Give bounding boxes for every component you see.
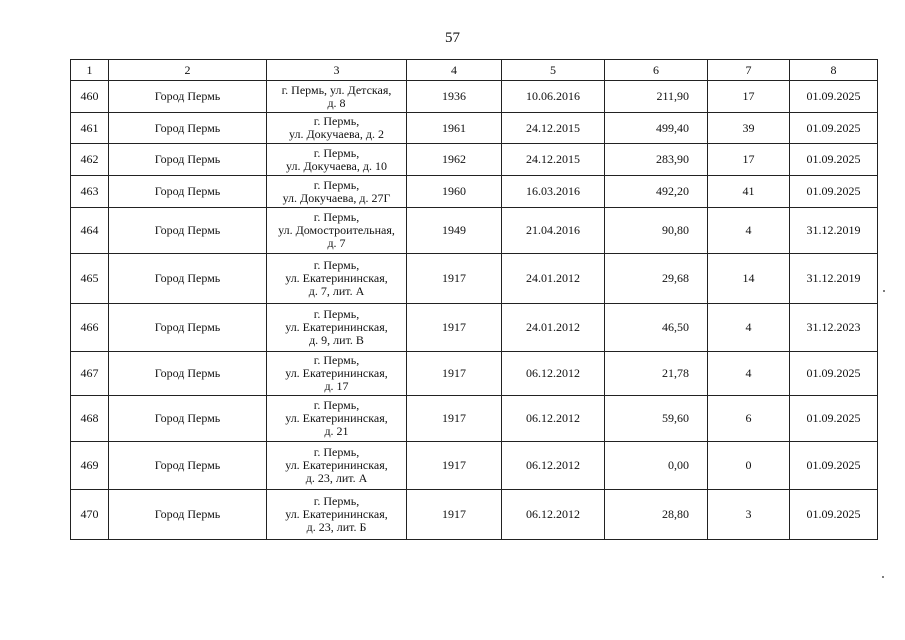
deadline-cell: 01.09.2025	[790, 396, 878, 442]
area-cell: 28,80	[605, 490, 708, 540]
row-number-cell: 463	[71, 176, 109, 208]
municipality-cell: Город Пермь	[109, 113, 267, 144]
deadline-cell: 01.09.2025	[790, 144, 878, 176]
deadline-cell: 31.12.2023	[790, 304, 878, 352]
scan-speck	[882, 576, 884, 578]
deadline-cell: 31.12.2019	[790, 208, 878, 254]
municipality-cell: Город Пермь	[109, 442, 267, 490]
address-line: д. 21	[324, 424, 349, 438]
table-row	[71, 144, 878, 176]
residents-cell: 39	[708, 113, 790, 144]
row-number-cell: 464	[71, 208, 109, 254]
table-row	[71, 81, 878, 113]
deadline-cell: 31.12.2019	[790, 254, 878, 304]
area-cell: 283,90	[605, 144, 708, 176]
table-row	[71, 490, 878, 540]
year-cell: 1917	[407, 304, 502, 352]
column-header: 2	[109, 60, 267, 81]
address-line: ул. Докучаева, д. 2	[289, 127, 384, 141]
deadline-cell: 01.09.2025	[790, 81, 878, 113]
residents-cell: 17	[708, 144, 790, 176]
row-number-cell: 466	[71, 304, 109, 352]
area-cell: 29,68	[605, 254, 708, 304]
address-line: г. Пермь,	[313, 114, 360, 128]
address-cell	[267, 208, 407, 254]
municipality-cell: Город Пермь	[109, 81, 267, 113]
deadline-cell: 01.09.2025	[790, 176, 878, 208]
address-cell	[267, 176, 407, 208]
address-line: д. 9, лит. В	[309, 333, 364, 347]
table-row	[71, 352, 878, 396]
header-row	[71, 60, 878, 81]
residents-cell: 3	[708, 490, 790, 540]
year-cell: 1917	[407, 442, 502, 490]
date-cell: 06.12.2012	[502, 352, 605, 396]
address-line: г. Пермь,	[313, 494, 360, 508]
municipality-cell: Город Пермь	[109, 490, 267, 540]
date-cell: 16.03.2016	[502, 176, 605, 208]
date-cell: 24.01.2012	[502, 304, 605, 352]
year-cell: 1962	[407, 144, 502, 176]
deadline-cell: 01.09.2025	[790, 352, 878, 396]
area-cell: 21,78	[605, 352, 708, 396]
year-cell: 1917	[407, 352, 502, 396]
table-body	[71, 81, 878, 540]
table-row	[71, 254, 878, 304]
page-number: 57	[445, 30, 460, 46]
date-cell: 24.01.2012	[502, 254, 605, 304]
column-header: 3	[267, 60, 407, 81]
address-cell	[267, 254, 407, 304]
area-cell: 0,00	[605, 442, 708, 490]
row-number-cell: 460	[71, 81, 109, 113]
address-line: ул. Домостроительная,	[278, 223, 395, 237]
residents-cell: 17	[708, 81, 790, 113]
table-row	[71, 442, 878, 490]
residents-cell: 41	[708, 176, 790, 208]
address-line: д. 8	[327, 95, 346, 110]
residents-cell: 14	[708, 254, 790, 304]
municipality-cell: Город Пермь	[109, 304, 267, 352]
address-line: г. Пермь,	[313, 177, 360, 192]
address-line: ул. Екатерининская,	[285, 507, 388, 521]
row-number-cell: 469	[71, 442, 109, 490]
column-header: 4	[407, 60, 502, 81]
column-header: 7	[708, 60, 790, 81]
date-cell: 06.12.2012	[502, 442, 605, 490]
municipality-cell: Город Пермь	[109, 352, 267, 396]
residents-cell: 6	[708, 396, 790, 442]
address-line: г. Пермь,	[313, 398, 360, 412]
table-row	[71, 113, 878, 144]
column-header: 1	[71, 60, 109, 81]
municipality-cell: Город Пермь	[109, 396, 267, 442]
table-row	[71, 396, 878, 442]
date-cell: 24.12.2015	[502, 144, 605, 176]
date-cell: 06.12.2012	[502, 396, 605, 442]
row-number-cell: 461	[71, 113, 109, 144]
area-cell: 211,90	[605, 81, 708, 113]
date-cell: 21.04.2016	[502, 208, 605, 254]
municipality-cell: Город Пермь	[109, 208, 267, 254]
row-number-cell: 462	[71, 144, 109, 176]
municipality-cell: Город Пермь	[109, 254, 267, 304]
municipality-cell: Город Пермь	[109, 176, 267, 208]
address-line: ул. Докучаева, д. 10	[286, 158, 387, 173]
address-line: д. 23, лит. Б	[306, 520, 367, 534]
deadline-cell: 01.09.2025	[790, 490, 878, 540]
address-line: г. Пермь, ул. Детская,	[281, 82, 392, 97]
address-line: д. 23, лит. А	[305, 471, 368, 485]
address-line: ул. Докучаева, д. 27Г	[282, 190, 391, 205]
year-cell: 1917	[407, 254, 502, 304]
deadline-cell: 01.09.2025	[790, 442, 878, 490]
year-cell: 1917	[407, 490, 502, 540]
address-cell	[267, 113, 407, 144]
row-number-cell: 470	[71, 490, 109, 540]
year-cell: 1961	[407, 113, 502, 144]
area-cell: 90,80	[605, 208, 708, 254]
table-row	[71, 176, 878, 208]
date-cell: 24.12.2015	[502, 113, 605, 144]
year-cell: 1936	[407, 81, 502, 113]
scan-speck	[883, 290, 885, 292]
year-cell: 1949	[407, 208, 502, 254]
residents-cell: 0	[708, 442, 790, 490]
area-cell: 59,60	[605, 396, 708, 442]
year-cell: 1917	[407, 396, 502, 442]
table-row	[71, 304, 878, 352]
address-line: д. 17	[324, 379, 349, 393]
area-cell: 46,50	[605, 304, 708, 352]
year-cell: 1960	[407, 176, 502, 208]
residents-cell: 4	[708, 208, 790, 254]
address-cell	[267, 144, 407, 176]
date-cell: 06.12.2012	[502, 490, 605, 540]
address-line: г. Пермь,	[313, 445, 360, 459]
address-cell	[267, 490, 407, 540]
address-line: г. Пермь,	[313, 353, 360, 367]
address-line: ул. Екатерининская,	[285, 458, 388, 472]
deadline-cell: 01.09.2025	[790, 113, 878, 144]
address-line: г. Пермь,	[313, 210, 360, 224]
area-cell: 499,40	[605, 113, 708, 144]
residents-cell: 4	[708, 304, 790, 352]
address-cell	[267, 81, 407, 113]
address-line: ул. Екатерининская,	[285, 320, 388, 334]
address-line: г. Пермь,	[313, 145, 360, 160]
area-cell: 492,20	[605, 176, 708, 208]
date-cell: 10.06.2016	[502, 81, 605, 113]
column-header: 8	[790, 60, 878, 81]
housing-registry-table	[70, 59, 878, 540]
address-cell	[267, 352, 407, 396]
municipality-cell: Город Пермь	[109, 144, 267, 176]
residents-cell: 4	[708, 352, 790, 396]
address-line: ул. Екатерининская,	[285, 411, 388, 425]
row-number-cell: 465	[71, 254, 109, 304]
address-line: д. 7	[327, 236, 346, 250]
address-cell	[267, 442, 407, 490]
address-line: д. 7, лит. А	[308, 284, 365, 298]
address-line: ул. Екатерининская,	[285, 271, 388, 285]
address-line: г. Пермь,	[313, 307, 360, 321]
address-line: г. Пермь,	[313, 258, 360, 272]
row-number-cell: 468	[71, 396, 109, 442]
address-line: ул. Екатерининская,	[285, 366, 388, 380]
table-row	[71, 208, 878, 254]
address-cell	[267, 396, 407, 442]
column-header: 6	[605, 60, 708, 81]
column-header: 5	[502, 60, 605, 81]
row-number-cell: 467	[71, 352, 109, 396]
address-cell	[267, 304, 407, 352]
